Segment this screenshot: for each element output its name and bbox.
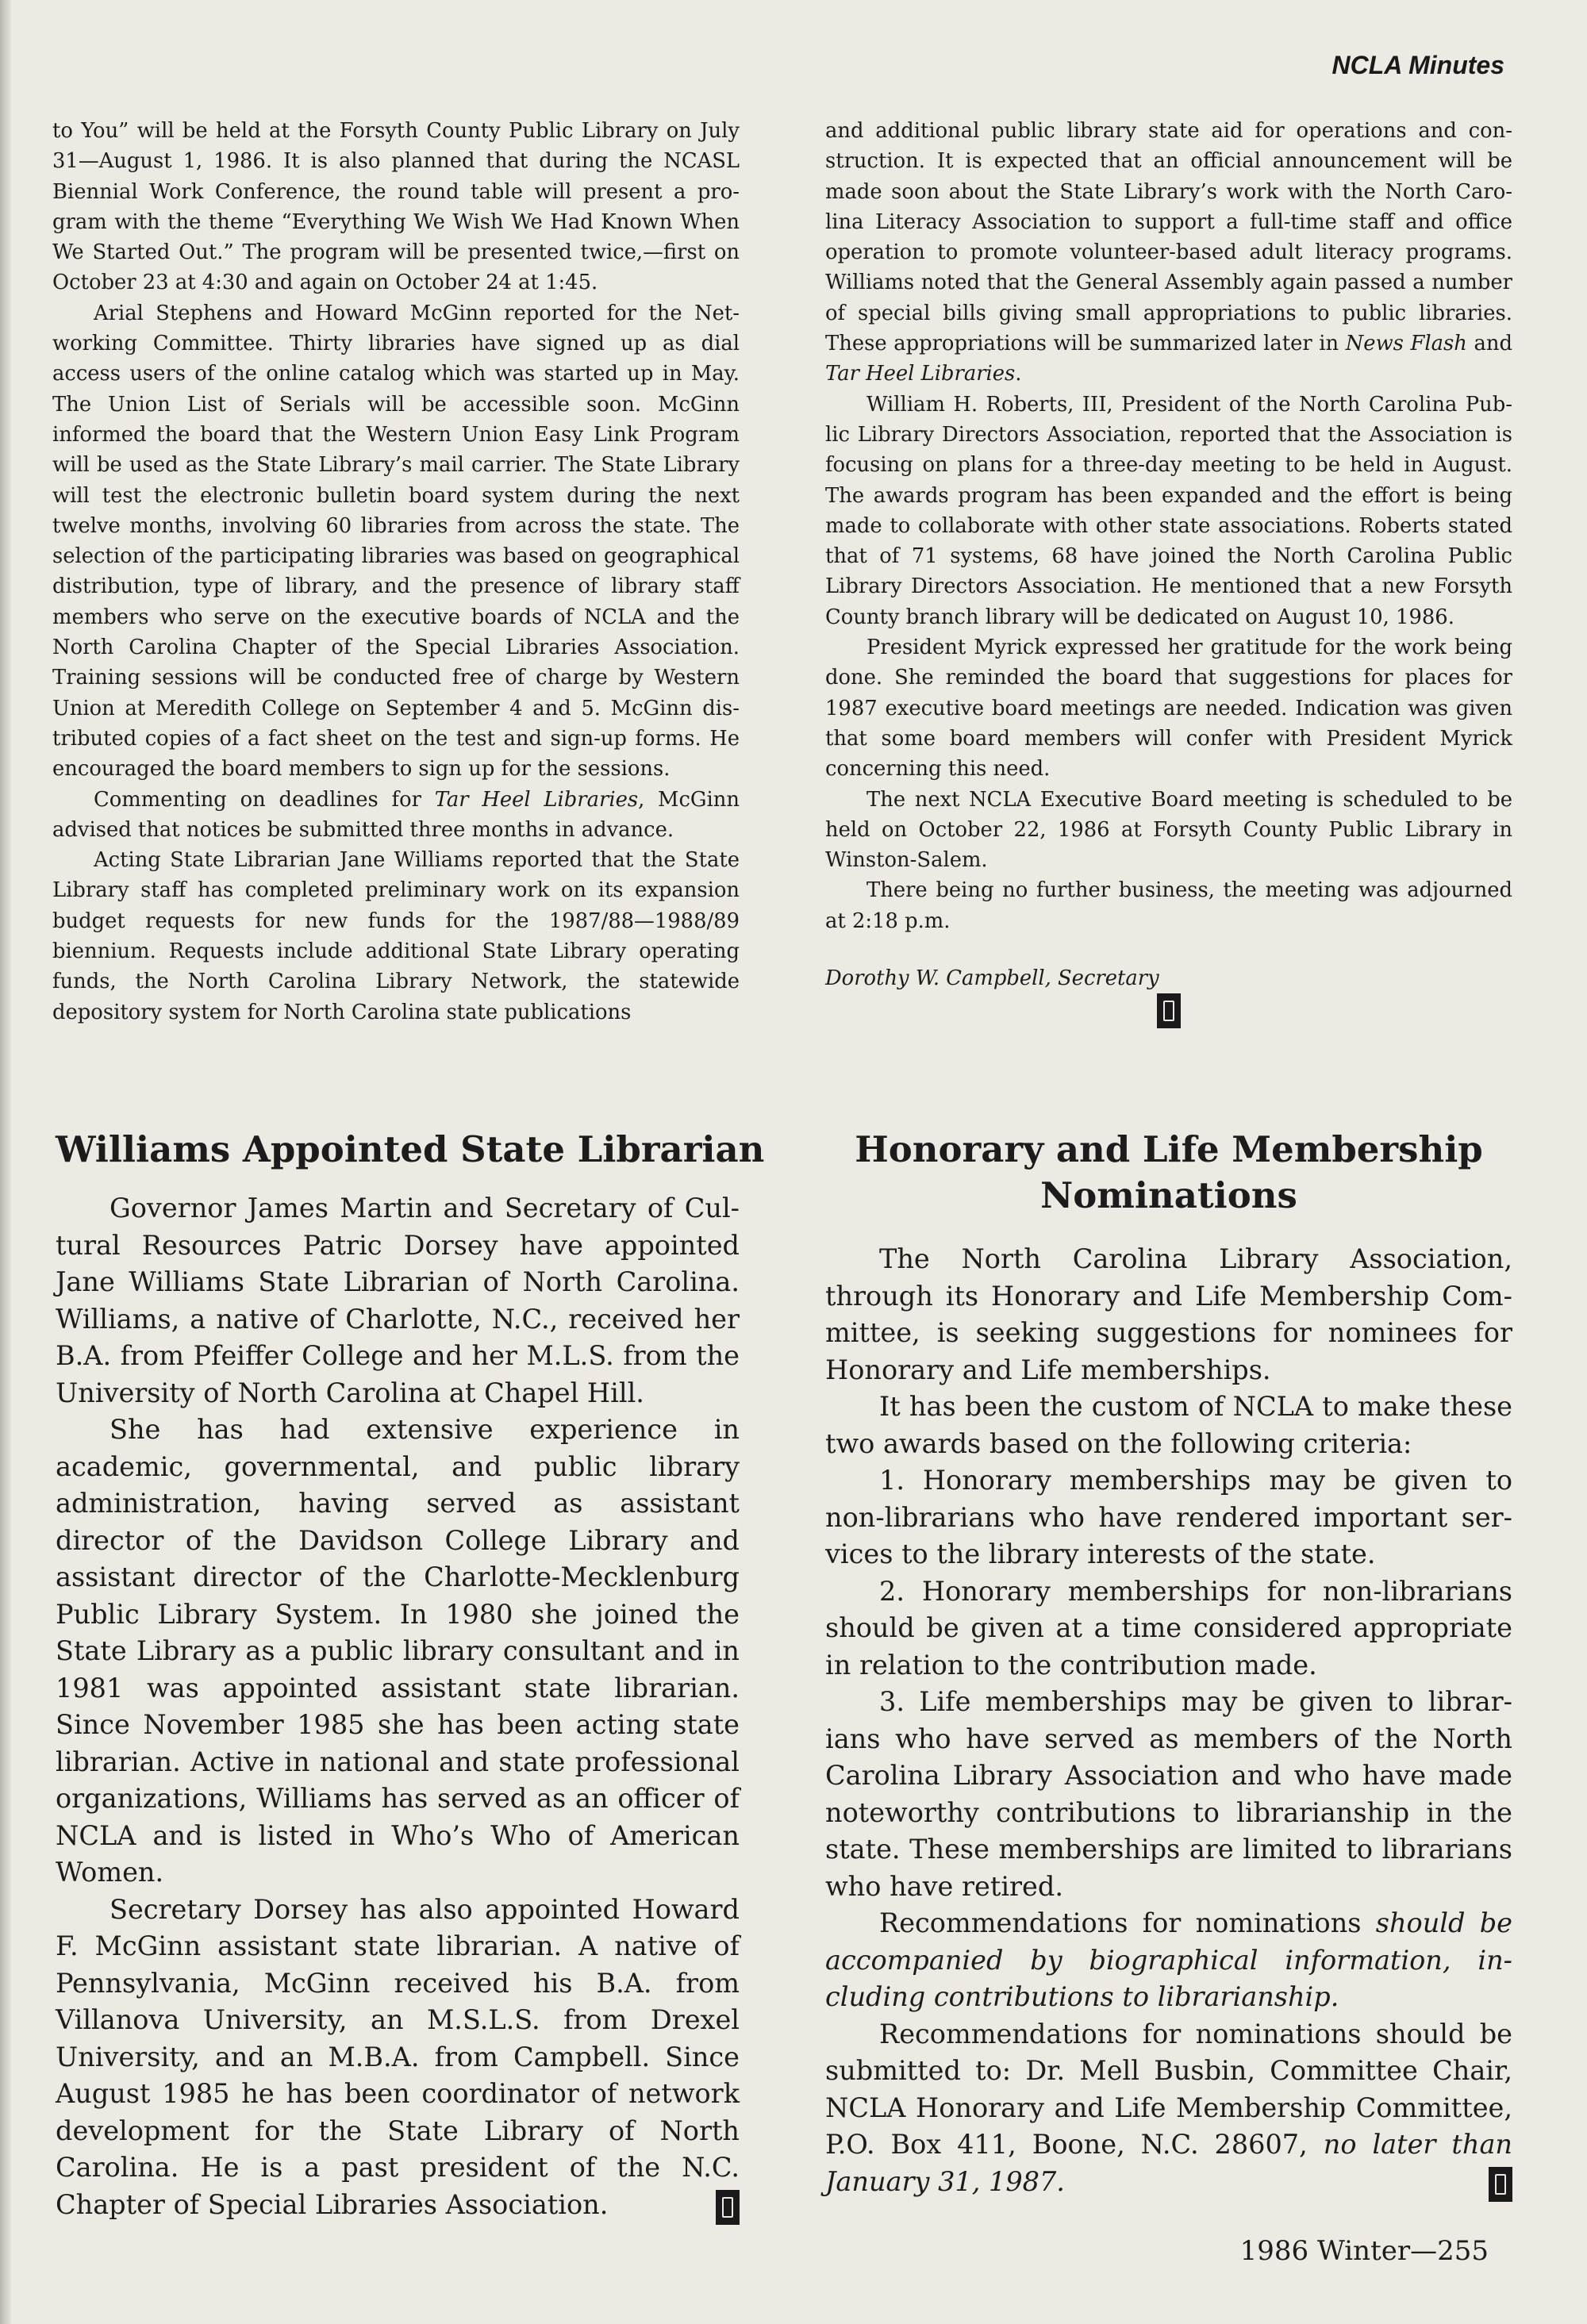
minutes-paragraph: William H. Roberts, III, President of the North Carolina Public Library Directors Association, reported that the Association is focusing on plans for a three-day meeting to be held in August. The awards program has been expanded and the effort is being made to collaborate with other state associations. Roberts stated that of 71 systems, 68 have joined the North Carolina Public Library Directors Association. He mentioned that a new Forsyth County branch library will be dedicated on August 10, 1986. xyxy=(825,392,1512,629)
minutes-paragraph: There being no further business, the meeting was adjourned at 2:18 p.m. xyxy=(825,878,1512,933)
article-paragraph: She has had extensive experience in academic, governmental, and public library administration, having served as assistant director of the Davidson College Library and assistant director of the Charlotte-Mecklenburg Public Library System. In 1980 she joined the State Library as a public library consultant and in 1981 was appointed assistant state librarian. Since November 1985 she has been acting state librarian. Active in national and state professional organizations, Williams has served as an officer of NCLA and is listed in Who’s Who of American Women. xyxy=(56,1414,740,1888)
minutes-paragraph: President Myrick expressed her gratitude for the work being done. She reminded the board that suggestions for places for 1987 executive board meetings are needed. Indication was given that some board members will confer with President Myrick concerning this need. xyxy=(825,636,1512,782)
minutes-paragraph: Arial Stephens and Howard McGinn reported for the Networking Committee. Thirty libraries have signed up as dial access users of the online catalog which was started up in May. The Union List of Serials will be accessible soon. McGinn informed the board that the Western Union Easy Link Program will be used as the State Library’s mail carrier. The State Library will test the electronic bulletin board system during the next twelve months, involving 60 libraries from across the state. The selection of the participating libraries was based on geographical distribution, type of library, and the presence of library staff members who serve on the executive boards of NCLA and the North Carolina Chapter of the Special Libraries Association. Training sessions will be conducted free of charge by Western Union at Meredith College on September 4 and 5. McGinn distributed copies of a fact sheet on the test and sign-up forms. He encouraged the board members to sign up for the sessions. xyxy=(52,301,740,782)
minutes-column-left xyxy=(52,116,740,1028)
end-mark-icon xyxy=(716,2190,740,2225)
article-paragraph: Recommendations for nominations should be accompanied by biographical information, including contributions to librarianship. xyxy=(825,1907,1512,2012)
article-paragraph: Governor James Martin and Secretary of Cultural Resources Patric Dorsey have appointed Jane Williams State Librarian of North Carolina. Williams, a native of Charlotte, N.C., received her B.A. from Pfeiffer College and her M.L.S. from the University of North Carolina at Chapel Hill. xyxy=(56,1193,740,1408)
article-headline: Honorary and Life Membership Nominations xyxy=(855,1128,1483,1216)
minutes-paragraph: Commenting on deadlines for Tar Heel Libraries, McGinn advised that notices be submitted three months in advance. xyxy=(52,787,740,842)
page-edge-shadow xyxy=(0,0,11,2324)
article-paragraph: It has been the custom of NCLA to make these two awards based on the following criteria: xyxy=(825,1391,1512,1459)
publication-title: Tar Heel Libraries xyxy=(434,787,639,812)
minutes-paragraph: to You” will be held at the Forsyth County Public Library on July 31—August 1, 1986. It is also planned that during the NCASL Biennial Work Conference, the round table will present a program with the theme “Everything We Wish We Had Known When We Started Out.” The program will be presented twice,—first on October 23 at 4:30 and again on October 24 at 1:45. xyxy=(52,119,740,295)
article-paragraph: The North Carolina Library Association, through its Honorary and Life Membership Committee, is seeking suggestions for nominees for Honorary and Life memberships. xyxy=(825,1243,1512,1385)
honorary-article xyxy=(825,1127,1512,2202)
end-mark-icon xyxy=(1157,993,1181,1028)
publication-title: News Flash xyxy=(1345,332,1467,356)
williams-article xyxy=(56,1127,765,2225)
minutes-paragraph: Acting State Librarian Jane Williams reported that the State Library staff has completed preliminary work on its expansion budget requests for new funds for the 1987/88—1988/89 biennium. Requests include additional State Library operating funds, the North Carolina Library Network, the statewide depository system for North Carolina state publications xyxy=(52,848,740,1024)
criteria-item: 2. Honorary memberships for non-librarians should be given at a time considered appropriate in relation to the contribution made. xyxy=(825,1575,1512,1681)
page-folio: 1986 Winter—255 xyxy=(1239,2235,1489,2267)
end-mark-icon xyxy=(1489,2167,1512,2202)
criteria-item: 1. Honorary memberships may be given to non-librarians who have rendered important services to the library interests of the state. xyxy=(825,1465,1512,1569)
minutes-paragraph: and additional public library state aid for operations and construction. It is expected that an official announcement will be made soon about the State Library’s work with the North Carolina Literacy Association to support a full-time staff and office operation to promote volunteer-based adult literacy programs. Williams noted that the General Assembly again passed a number of special bills giving small appropriations to public libraries. These appropriations will be summarized later in News Flash and Tar Heel Libraries. xyxy=(825,119,1512,386)
running-head: NCLA Minutes xyxy=(1331,51,1504,79)
article-paragraph: Recommendations for nominations should be submitted to: Dr. Mell Busbin, Committee Chair, NCLA Honorary and Life Membership Committee, P.O. Box 411, Boone, N.C. 28607, no later than January 31, 1987. xyxy=(825,2016,1512,2201)
minutes-paragraph: The next NCLA Executive Board meeting is scheduled to be held on October 22, 1986 at Forsyth County Public Library in Winston-Salem. xyxy=(825,787,1512,873)
article-headline: Williams Appointed State Librarian xyxy=(56,1128,765,1170)
article-paragraph: Secretary Dorsey has also appointed Howard F. McGinn assistant state librarian. A native of Pennsylvania, McGinn received his B.A. from Villanova University, an M.S.L.S. from Drexel University, and an M.B.A. from Campbell. Since August 1985 he has been coordinator of network development for the State Library of North Carolina. He is a past president of the N.C. Chapter of Special Libraries Association. xyxy=(56,1892,740,2224)
publication-title: Tar Heel Libraries xyxy=(825,362,1016,386)
criteria-item: 3. Life memberships may be given to librarians who have served as members of the North Carolina Library Association and who have made noteworthy contributions to librarianship in the state. These memberships are limited to librarians who have retired. xyxy=(825,1686,1512,1902)
secretary-signature: Dorothy W. Campbell, Secretary xyxy=(825,963,1512,1028)
minutes-column-right xyxy=(825,116,1512,1028)
